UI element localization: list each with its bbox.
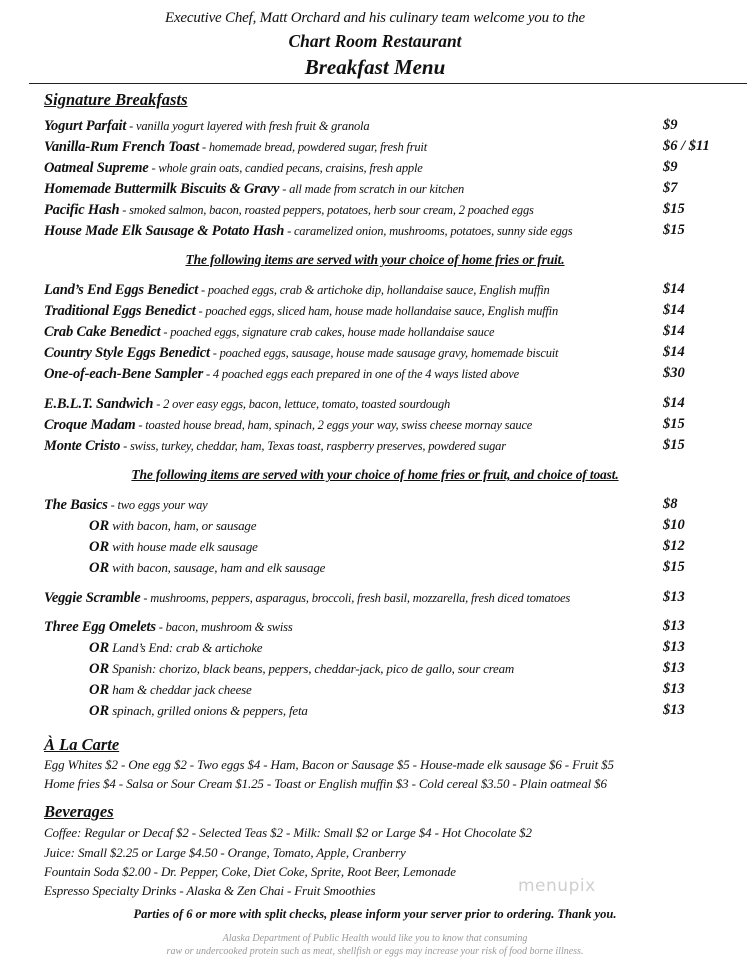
menu-item <box>44 395 714 415</box>
or-label: OR <box>89 661 110 677</box>
beverage-line: Fountain Soda $2.00 - Dr. Pepper, Coke, Diet Coke, Sprite, Root Beer, Lemonade <box>44 864 456 879</box>
menu-item <box>44 416 714 436</box>
health-disclaimer-line: raw or undercooked protein such as meat, shellfish or eggs may increase your risk of food borne illness. <box>166 946 584 957</box>
section-title-signature: Signature Breakfasts <box>44 90 188 109</box>
item-name: Yogurt Parfait <box>44 118 127 134</box>
watermark-logo: menupix <box>518 876 596 896</box>
menu-item <box>44 117 714 137</box>
item-desc: - poached eggs, sliced ham, house made hollandaise sauce, English muffin <box>195 304 558 318</box>
a-la-carte-line: Home fries $4 - Salsa or Sour Cream $1.25 - Toast or English muffin $3 - Cold cereal $3.50 - Plain oatmeal $6 <box>44 776 607 791</box>
item-price: $9 <box>663 159 678 175</box>
item-name: House Made Elk Sausage & Potato Hash <box>44 223 285 239</box>
item-desc: - toasted house bread, ham, spinach, 2 eggs your way, swiss cheese mornay sauce <box>135 418 533 432</box>
or-label: OR <box>89 682 110 698</box>
or-label: OR <box>89 640 110 656</box>
item-price: $15 <box>663 222 685 238</box>
menu-option <box>89 660 714 680</box>
menu-item <box>44 437 714 457</box>
item-price: $13 <box>663 618 685 634</box>
option-price: $13 <box>663 639 685 655</box>
menu-title: Breakfast Menu <box>304 55 446 79</box>
item-price: $14 <box>663 344 685 360</box>
item-desc: - vanilla yogurt layered with fresh fruit & granola <box>126 119 370 133</box>
item-desc: - caramelized onion, mushrooms, potatoes, sunny side eggs <box>284 224 573 238</box>
menu-item <box>44 344 714 364</box>
option-price: $13 <box>663 660 685 676</box>
item-desc: - smoked salmon, bacon, roasted peppers, potatoes, herb sour cream, 2 poached eggs <box>119 203 534 217</box>
item-desc: - 2 over easy eggs, bacon, lettuce, tomato, toasted sourdough <box>153 397 451 411</box>
item-name: Monte Cristo <box>44 438 121 454</box>
menu-item <box>44 201 714 221</box>
item-desc: - 4 poached eggs each prepared in one of the 4 ways listed above <box>203 367 519 381</box>
menu-option <box>89 639 714 659</box>
option-desc: spinach, grilled onions & peppers, feta <box>109 703 308 718</box>
health-disclaimer-line: Alaska Department of Public Health would like you to know that consuming <box>222 933 528 944</box>
option-price: $12 <box>663 538 685 554</box>
item-price: $8 <box>663 496 678 512</box>
welcome-line: Executive Chef, Matt Orchard and his culinary team welcome you to the <box>165 10 585 26</box>
option-price: $13 <box>663 702 685 718</box>
option-price: $10 <box>663 517 685 533</box>
menu-item <box>44 496 714 516</box>
beverage-line: Espresso Specialty Drinks - Alaska & Zen Chai - Fruit Smoothies <box>44 883 376 898</box>
menu-item <box>44 365 714 385</box>
item-desc: - bacon, mushroom & swiss <box>155 620 293 634</box>
item-price: $15 <box>663 201 685 217</box>
item-price: $6 / $11 <box>663 138 710 154</box>
option-desc: Spanish: chorizo, black beans, peppers, cheddar-jack, pico de gallo, sour cream <box>109 661 515 676</box>
option-desc: with bacon, ham, or sausage <box>109 518 257 533</box>
item-desc: - two eggs your way <box>107 498 208 512</box>
item-name: Three Egg Omelets <box>44 619 156 635</box>
served-with-toast-note: The following items are served with your choice of home fries or fruit, and choice of toast. <box>131 467 619 482</box>
item-desc: - homemade bread, powdered sugar, fresh fruit <box>199 140 427 154</box>
restaurant-name: Chart Room Restaurant <box>288 31 462 51</box>
menu-item <box>44 138 714 158</box>
item-desc: - all made from scratch in our kitchen <box>279 182 465 196</box>
menu-item <box>44 323 714 343</box>
option-desc: Land’s End: crab & artichoke <box>109 640 263 655</box>
item-price: $14 <box>663 395 685 411</box>
menu-item <box>44 180 714 200</box>
item-desc: - poached eggs, signature crab cakes, house made hollandaise sauce <box>160 325 495 339</box>
item-name: Traditional Eggs Benedict <box>44 303 196 319</box>
item-name: Land’s End Eggs Benedict <box>44 282 199 298</box>
option-desc: with house made elk sausage <box>109 539 258 554</box>
menu-item <box>44 589 714 609</box>
item-name: Vanilla-Rum French Toast <box>44 139 200 155</box>
option-desc: ham & cheddar jack cheese <box>109 682 252 697</box>
item-desc: - poached eggs, crab & artichoke dip, hollandaise sauce, English muffin <box>198 283 550 297</box>
menu-option <box>89 681 714 701</box>
beverage-line: Juice: Small $2.25 or Large $4.50 - Orange, Tomato, Apple, Cranberry <box>44 845 406 860</box>
a-la-carte-line: Egg Whites $2 - One egg $2 - Two eggs $4 - Ham, Bacon or Sausage $5 - House-made elk sausage $6 - Fruit $5 <box>44 757 614 772</box>
option-price: $15 <box>663 559 685 575</box>
menu-option <box>89 559 714 579</box>
header-divider <box>29 83 747 84</box>
served-with-note: The following items are served with your choice of home fries or fruit. <box>185 252 565 267</box>
item-price: $9 <box>663 117 678 133</box>
item-price: $13 <box>663 589 685 605</box>
item-price: $15 <box>663 416 685 432</box>
item-price: $30 <box>663 365 685 381</box>
section-title-a-la-carte: À La Carte <box>44 735 120 754</box>
item-price: $15 <box>663 437 685 453</box>
split-check-notice: Parties of 6 or more with split checks, please inform your server prior to ordering. Thank you. <box>133 907 617 921</box>
option-price: $13 <box>663 681 685 697</box>
item-price: $14 <box>663 323 685 339</box>
option-desc: with bacon, sausage, ham and elk sausage <box>109 560 326 575</box>
item-name: The Basics <box>44 497 108 513</box>
item-desc: - mushrooms, peppers, asparagus, broccoli, fresh basil, mozzarella, fresh diced tomatoes <box>140 591 571 605</box>
menu-item <box>44 618 714 638</box>
item-name: Country Style Eggs Benedict <box>44 345 210 361</box>
menu-item <box>44 159 714 179</box>
item-desc: - whole grain oats, candied pecans, craisins, fresh apple <box>148 161 423 175</box>
menu-option <box>89 538 714 558</box>
item-name: E.B.L.T. Sandwich <box>44 396 154 412</box>
or-label: OR <box>89 539 110 555</box>
item-name: Veggie Scramble <box>44 590 141 606</box>
menu-item <box>44 222 714 242</box>
item-name: Oatmeal Supreme <box>44 160 149 176</box>
item-name: Homemade Buttermilk Biscuits & Gravy <box>44 181 280 197</box>
menu-option <box>89 702 714 722</box>
or-label: OR <box>89 518 110 534</box>
item-price: $14 <box>663 281 685 297</box>
beverage-line: Coffee: Regular or Decaf $2 - Selected Teas $2 - Milk: Small $2 or Large $4 - Hot Chocolate $2 <box>44 825 532 840</box>
item-name: Pacific Hash <box>44 202 120 218</box>
item-name: Crab Cake Benedict <box>44 324 161 340</box>
menu-item <box>44 281 714 301</box>
or-label: OR <box>89 703 110 719</box>
item-name: Croque Madam <box>44 417 136 433</box>
section-title-beverages: Beverages <box>44 802 114 821</box>
item-name: One-of-each-Bene Sampler <box>44 366 204 382</box>
item-price: $14 <box>663 302 685 318</box>
item-desc: - poached eggs, sausage, house made sausage gravy, homemade biscuit <box>209 346 559 360</box>
menu-option <box>89 517 714 537</box>
item-price: $7 <box>663 180 678 196</box>
or-label: OR <box>89 560 110 576</box>
menu-item <box>44 302 714 322</box>
item-desc: - swiss, turkey, cheddar, ham, Texas toast, raspberry preserves, powdered sugar <box>120 439 506 453</box>
